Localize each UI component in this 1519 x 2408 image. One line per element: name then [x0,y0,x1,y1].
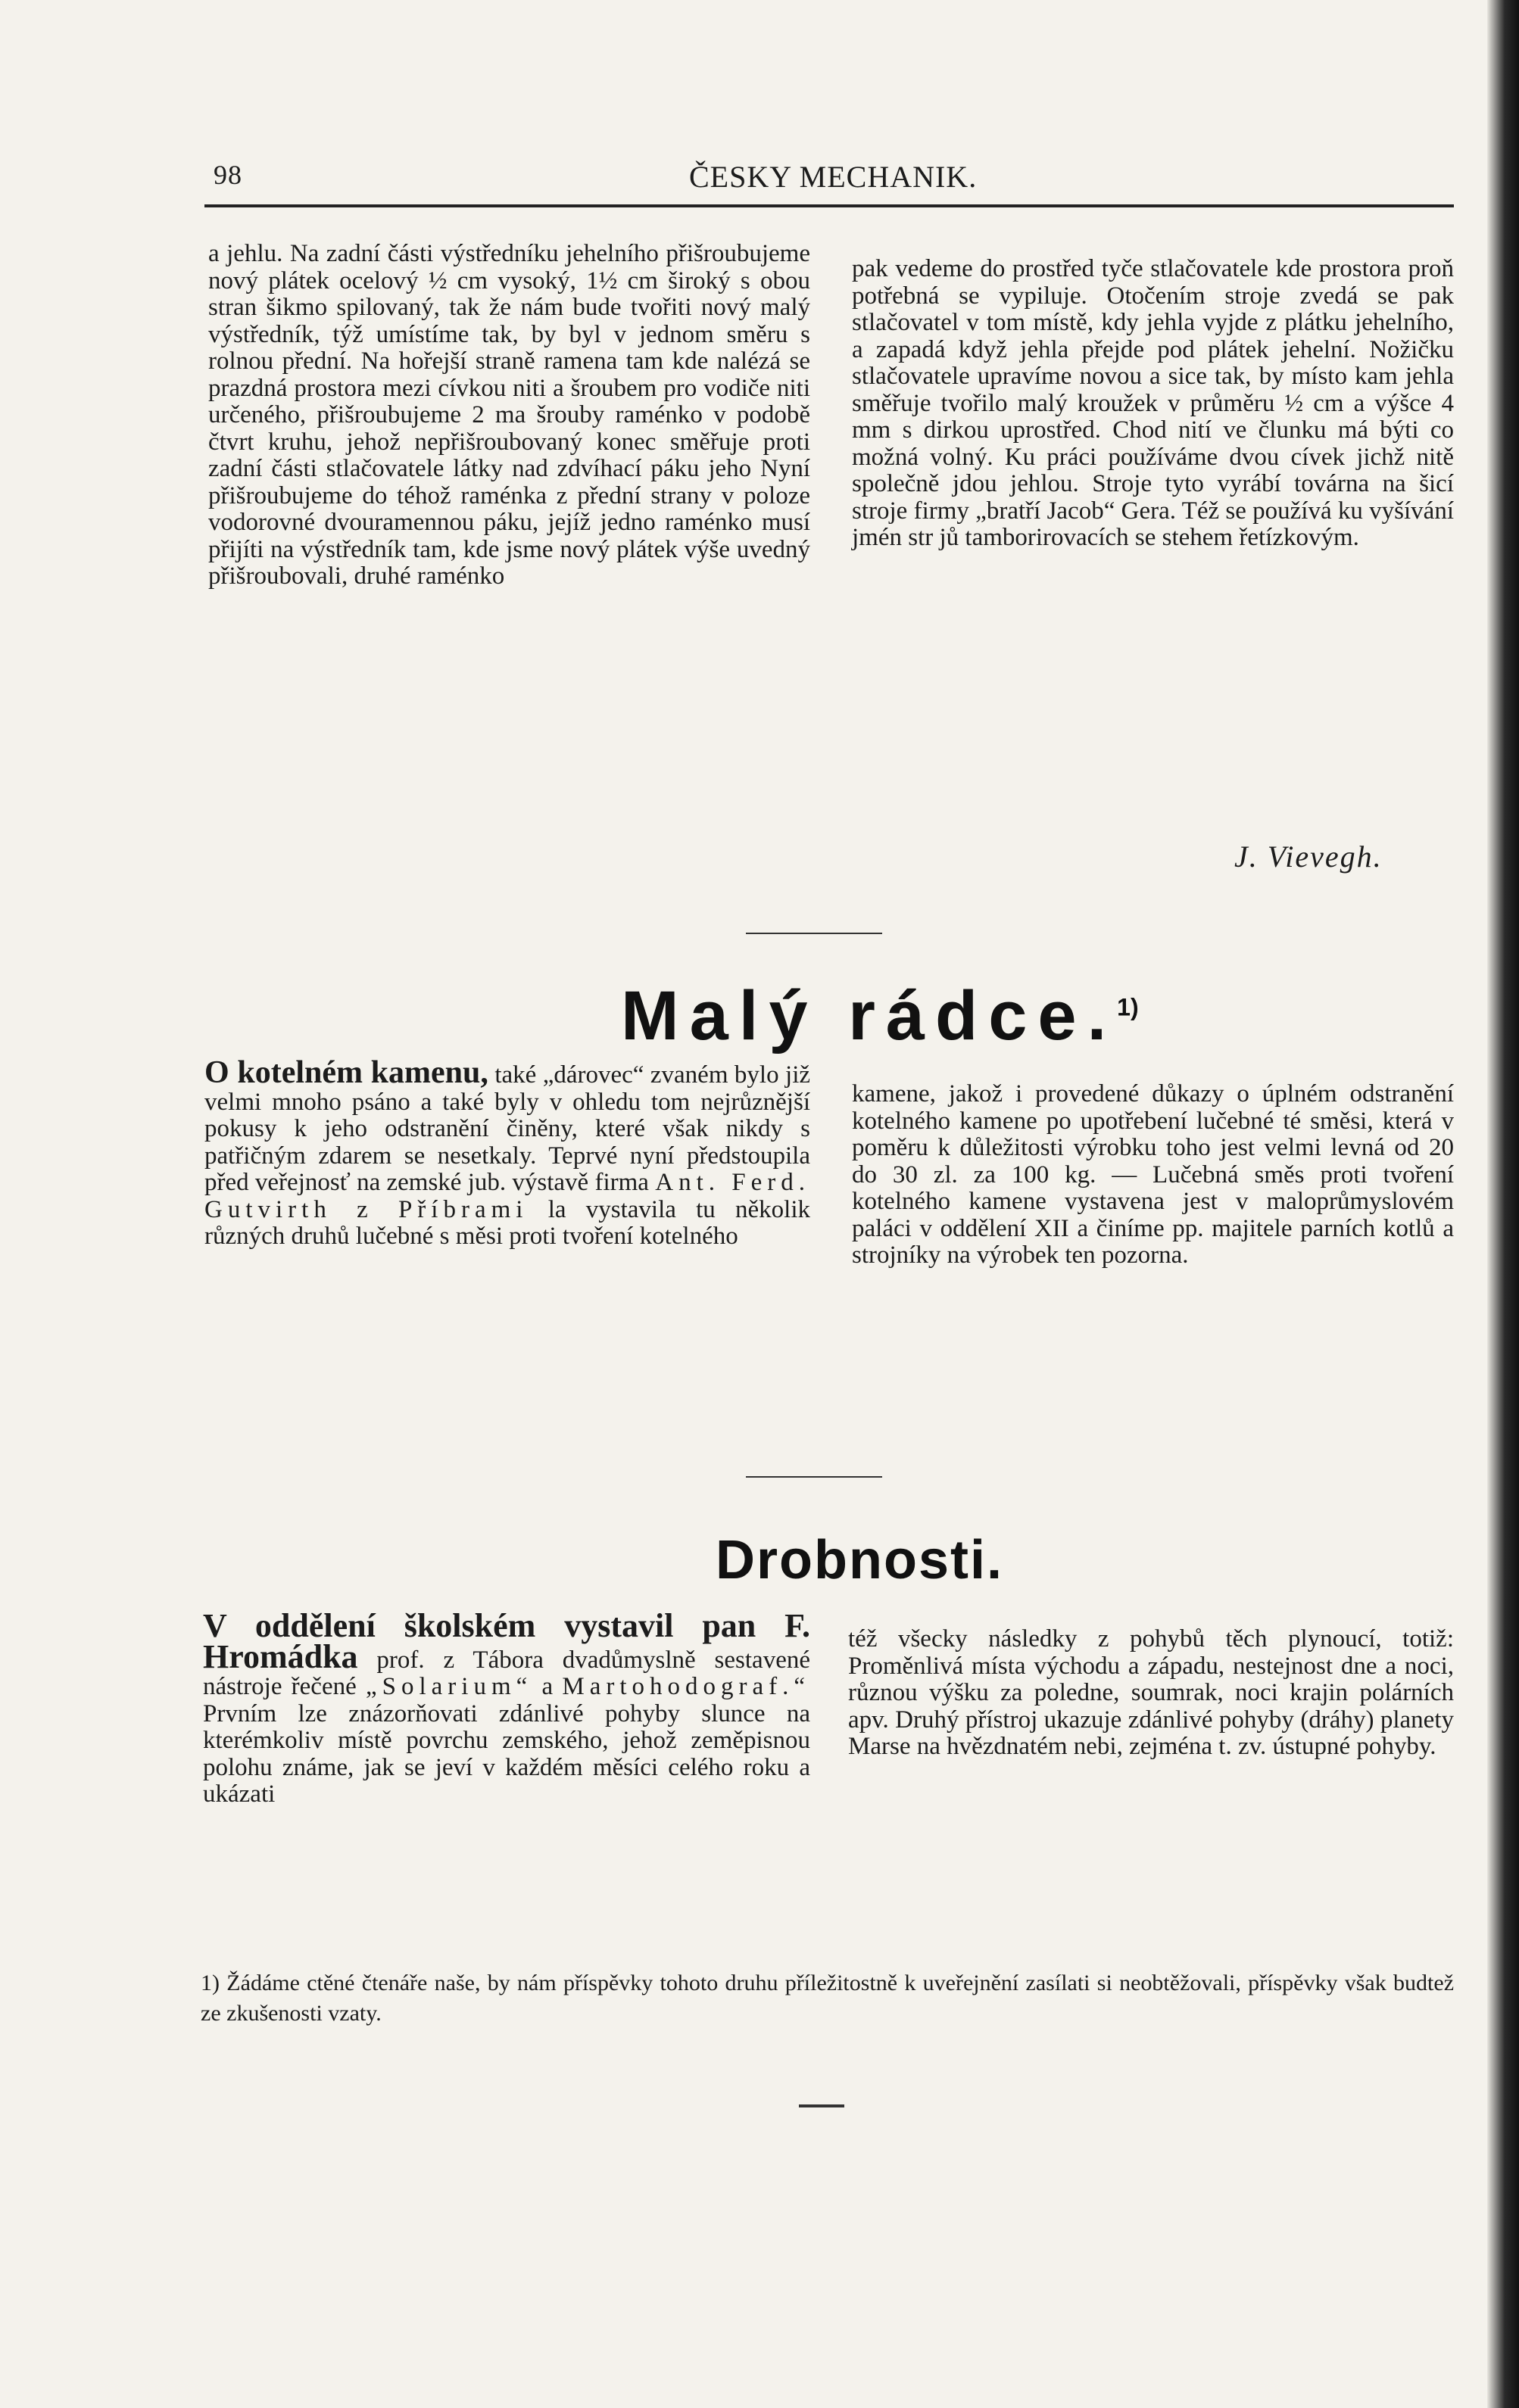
header-rule [204,204,1454,207]
footnote-text: Žádáme ctěné čtenáře naše, by nám příspěvky tohoto druhu příležitostně k uveřejnění zasílati si neobtěžovali, příspěvky však budtež ze zkušenosti vzaty. [201,1970,1455,2026]
article1-right-text: pak vedeme do prostřed tyče stlačovatele kde prostora proň potřebná se vypiluje. Otočením stroje zvedá se pak stlačovatel v tom místě, kdy jehla vyjde z plátku jehelního, a zapadá když jehla přejde pod plátek jehelní. Nožičku stlačovatele upravíme novou a sice tak, by místo kam jehla směřuje tvořilo malý kroužek v průměru ½ cm a výšce 4 mm s dirkou uprostřed. Chod nití ve člunku má býti co možná volný. Ku práci používáme dvou cívek jichž nitě společně jdou jehlou. Stroje tyto vyrábí továrna na šicí stroje firmy „bratří Jacob“ Gera. Též se používá ku vyšívání jmén str jů tamborirovacích se stehem řetízkovým. [852,255,1454,551]
drobnosti-right-column [848,1626,1454,1761]
drobnosti-lead: V oddělení školském vystavil pan F. Hromádka [203,1607,810,1675]
drobnosti-title: Drobnosti. [716,1530,1003,1590]
maly-radce-left-text-end: la vystavila tu několik různých druhů lučebné s měsi proti tvoření kotelného [204,1195,811,1250]
maly-radce-right-column [852,1081,1454,1269]
article1-right-column [852,256,1454,552]
footnote [201,1968,1454,2029]
drobnosti-right-text: též všecky následky z pohybů těch plynoucí, totiž: Proměnlivá místa východu a západu, nestejnost dne a noci, různou výšku za poledne, soumrak, noci krajin polárních apv. Druhý přístroj ukazuje zdánlivé pohyby (dráhy) planety Marse na hvězdnatém nebi, zejména t. zv. ústupné pohyby. [848,1625,1454,1760]
article1-signature: J. Vievegh. [1234,840,1383,874]
section-separator [746,933,882,934]
footnote-marker: 1) [201,1970,220,1995]
maly-radce-footnote-marker: 1) [1117,993,1139,1021]
page-header [204,159,1454,204]
maly-radce-left-text: také „dárovec“ zvaném bylo již velmi mnoho psáno a také byly v ohledu tom nejrůznější pokusy k jeho odstranění činěny, které však nikdy s patřičným zdarem se nesetkaly. Teprvé nyní předstoupila před veřejnosť na zemské jub. výstavě firma [204,1061,811,1196]
drobnosti-left-text: prof. z Tábora dvadůmyslně sestavené nástroje řečené [203,1646,810,1700]
maly-radce-firm-name: Ant. Ferd. Gutvirth z Příbrami [204,1169,810,1223]
article1-left-column [208,241,810,590]
maly-radce-right-text: kamene, jakož i provedené důkazy o úplném odstranění kotelného kamene po upotřebení lučebné té směsi, která v poměru k důležitosti výrobku toho jest velmi levná od 20 do 30 zl. za 100 kg. — Lučebná směs proti tvoření kotelného kamene vystavena jest v maloprůmyslovém paláci v oddělení XII a činíme pp. majitele parních kotlů a strojníky na výrobek ten pozorna. [852,1080,1454,1269]
maly-radce-left-column [204,1055,811,1251]
maly-radce-title-text: Malý rádce. [621,977,1118,1054]
drobnosti-left-column [203,1607,811,1808]
drobnosti-instrument2: Martohodograf.“ [562,1673,811,1700]
maly-radce-title [621,977,1139,1056]
page-edge-shadow [1487,0,1519,2408]
section-separator-2 [746,1476,882,1478]
page-number: 98 [214,160,242,190]
drobnosti-left-text-end: Prvním lze znázorňovati zdánlivé pohyby slunce na kterémkoliv místě povrchu zemského, jehož zeměpisnou polohu známe, jak se jeví v každém měsíci celého roku a ukázati [203,1699,810,1808]
drobnosti-connector: a [541,1673,554,1700]
end-ornament-dash [799,2104,844,2107]
article1-left-text: a jehlu. Na zadní části výstředníku jehelního přišroubujeme nový plátek ocelový ½ cm vysoký, 1½ cm široký s obou stran šikmo spilovaný, tak že nám bude tvořiti nový malý výstředník, týž umístíme tak, by byl v jednom směru s rolnou přední. Na hořejší straně ramena tam kde nalézá se prazdná prostora mezi cívkou niti a šroubem pro vodiče niti určeného, přišroubujeme 2 ma šrouby raménko v podobě čtvrt kruhu, jehož nepřišroubovaný konec směřuje proti zadní části stlačovatele látky nad zdvíhací páku jeho Nyní přišroubujeme do téhož raménka z přední strany v poloze vodorovné dvouramennou páku, jejíž jedno raménko musí přijíti na výstředník tam, kde jsme nový plátek výše uvedný přišroubovali, druhé raménko [208,240,810,590]
running-title: ČESKY MECHANIK. [689,160,978,194]
maly-radce-lead: O kotelném kamenu, [204,1055,488,1090]
drobnosti-instrument1: „Solarium“ [365,1673,533,1700]
